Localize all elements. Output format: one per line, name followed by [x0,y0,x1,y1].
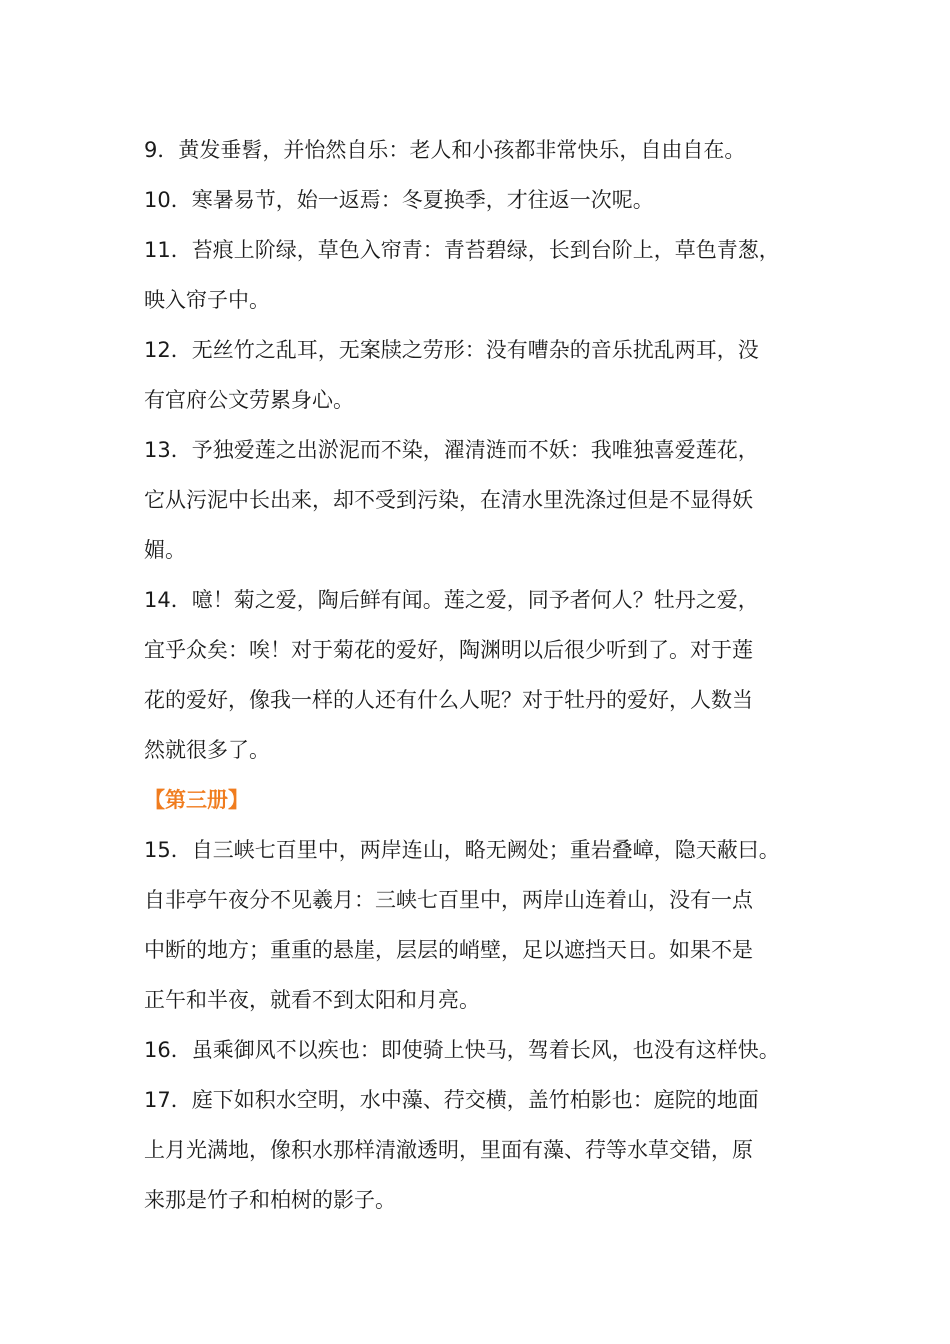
text-line: 17．庭下如积水空明，水中藻、荇交横，盖竹柏影也：庭院的地面 [144,1088,759,1112]
text-line: 它从污泥中长出来，却不受到污染，在清水里洗涤过但是不显得妖 [144,488,753,512]
text-line: 自非亭午夜分不见羲月：三峡七百里中，两岸山连着山，没有一点 [144,888,753,912]
text-line: 上月光满地，像积水那样清澈透明，里面有藻、荇等水草交错，原 [144,1138,753,1162]
text-line: 11．苔痕上阶绿，草色入帘青：青苔碧绿，长到台阶上，草色青葱， [144,238,780,262]
text-line: 来那是竹子和柏树的影子。 [144,1188,396,1212]
text-line: 14．噫！菊之爱，陶后鲜有闻。莲之爱，同予者何人？牡丹之爱， [144,588,759,612]
text-line: 16．虽乘御风不以疾也：即使骑上快马，驾着长风，也没有这样快。 [144,1038,780,1062]
text-line: 媚。 [144,538,186,562]
text-line: 12．无丝竹之乱耳，无案牍之劳形：没有嘈杂的音乐扰乱两耳，没 [144,338,759,362]
text-line: 9．黄发垂髫，并怡然自乐：老人和小孩都非常快乐，自由自在。 [144,138,746,162]
text-line: 中断的地方；重重的悬崖，层层的峭壁，足以遮挡天日。如果不是 [144,938,753,962]
text-line: 然就很多了。 [144,738,270,762]
text-line: 宜乎众矣：唉！对于菊花的爱好，陶渊明以后很少听到了。对于莲 [144,638,753,662]
text-line: 正午和半夜，就看不到太阳和月亮。 [144,988,480,1012]
document-body [144,125,816,1225]
text-line: 10．寒暑易节，始一返焉：冬夏换季，才往返一次呢。 [144,188,654,212]
text-line: 15．自三峡七百里中，两岸连山，略无阙处；重岩叠嶂，隐天蔽曰。 [144,838,780,862]
section-heading: 【第三册】 [144,788,249,812]
text-line: 花的爱好，像我一样的人还有什么人呢？对于牡丹的爱好，人数当 [144,688,753,712]
text-line: 有官府公文劳累身心。 [144,388,354,412]
text-line: 映入帘子中。 [144,288,270,312]
text-line: 13．予独爱莲之出淤泥而不染，濯清涟而不妖：我唯独喜爱莲花， [144,438,759,462]
